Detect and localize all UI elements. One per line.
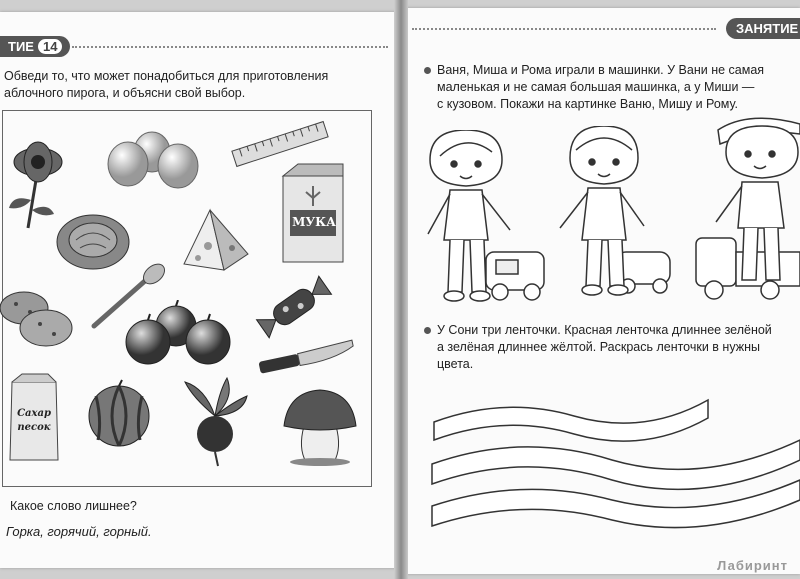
lesson-label: ТИЕ <box>8 39 34 54</box>
eggs-icon[interactable] <box>104 130 204 192</box>
potatoes-icon[interactable] <box>0 290 76 352</box>
apples-icon[interactable] <box>120 300 235 366</box>
lesson-tab-left <box>0 36 70 57</box>
cheese-icon[interactable] <box>180 206 252 272</box>
watermark-logo: Лабиринт <box>717 558 788 573</box>
flour-bag[interactable] <box>280 162 346 264</box>
book-fold <box>394 0 408 579</box>
task-ribbons-text1: У Сони три ленточки. Красная ленточка длиннее зелёной <box>437 323 772 337</box>
task-pie <box>4 68 384 102</box>
task-ribbons <box>424 322 800 373</box>
task-cars-line3: с кузовом. Покажи на картинке Ваню, Мишу и Рому. <box>437 97 738 111</box>
task-ribbons-line3: цвета. <box>437 357 474 371</box>
task-cars-line2: маленькая и не самая большая машинка, а у Миши — <box>437 80 755 94</box>
knife-icon[interactable] <box>254 334 358 376</box>
odd-word-question: Какое слово лишнее? <box>10 499 137 513</box>
task-cars-text1: Ваня, Миша и Рома играли в машинки. У Вани не самая <box>437 63 765 77</box>
ribbon-long-icon[interactable] <box>432 480 800 528</box>
watermelon-icon[interactable] <box>86 378 152 448</box>
ribbon-short-icon[interactable] <box>434 400 708 441</box>
boy-with-truck-icon[interactable] <box>690 112 800 304</box>
task-ribbons-line2: а зелёная длиннее жёлтой. Раскрась ленточки в нужны <box>437 340 760 354</box>
beet-icon[interactable] <box>180 376 250 468</box>
lesson-label-right: ЗАНЯТИЕ <box>736 21 799 36</box>
ribbons-area <box>428 382 800 532</box>
task-cars <box>424 62 800 113</box>
odd-word-options: Горка, горячий, горный. <box>6 524 152 539</box>
header-dots-right <box>412 28 716 30</box>
lesson-number: 14 <box>38 39 62 54</box>
mushroom-icon[interactable] <box>280 386 360 466</box>
sugar-label-1: Сахар <box>17 408 51 419</box>
task-pie-line2: аблочного пирога, и объясни свой выбор. <box>4 86 246 100</box>
boy-with-medium-car-icon[interactable] <box>556 126 676 304</box>
candy-icon[interactable] <box>254 272 334 342</box>
lesson-tab-right <box>726 18 800 39</box>
task-pie-line1: Обведи то, что может понадобиться для приготовления <box>4 69 329 83</box>
sugar-bag[interactable] <box>8 372 60 462</box>
sugar-label-2: песок <box>17 422 51 433</box>
header-dots-left <box>72 46 388 48</box>
ribbon-medium-icon[interactable] <box>432 440 800 489</box>
flour-bag-icon <box>280 162 346 264</box>
bullet-icon <box>424 67 431 74</box>
bullet-icon <box>424 327 431 334</box>
task-cars-line1 <box>424 62 800 79</box>
boy-with-small-car-icon[interactable] <box>420 130 550 310</box>
flour-label: МУКА <box>292 215 336 229</box>
task-ribbons-line1 <box>424 322 800 339</box>
